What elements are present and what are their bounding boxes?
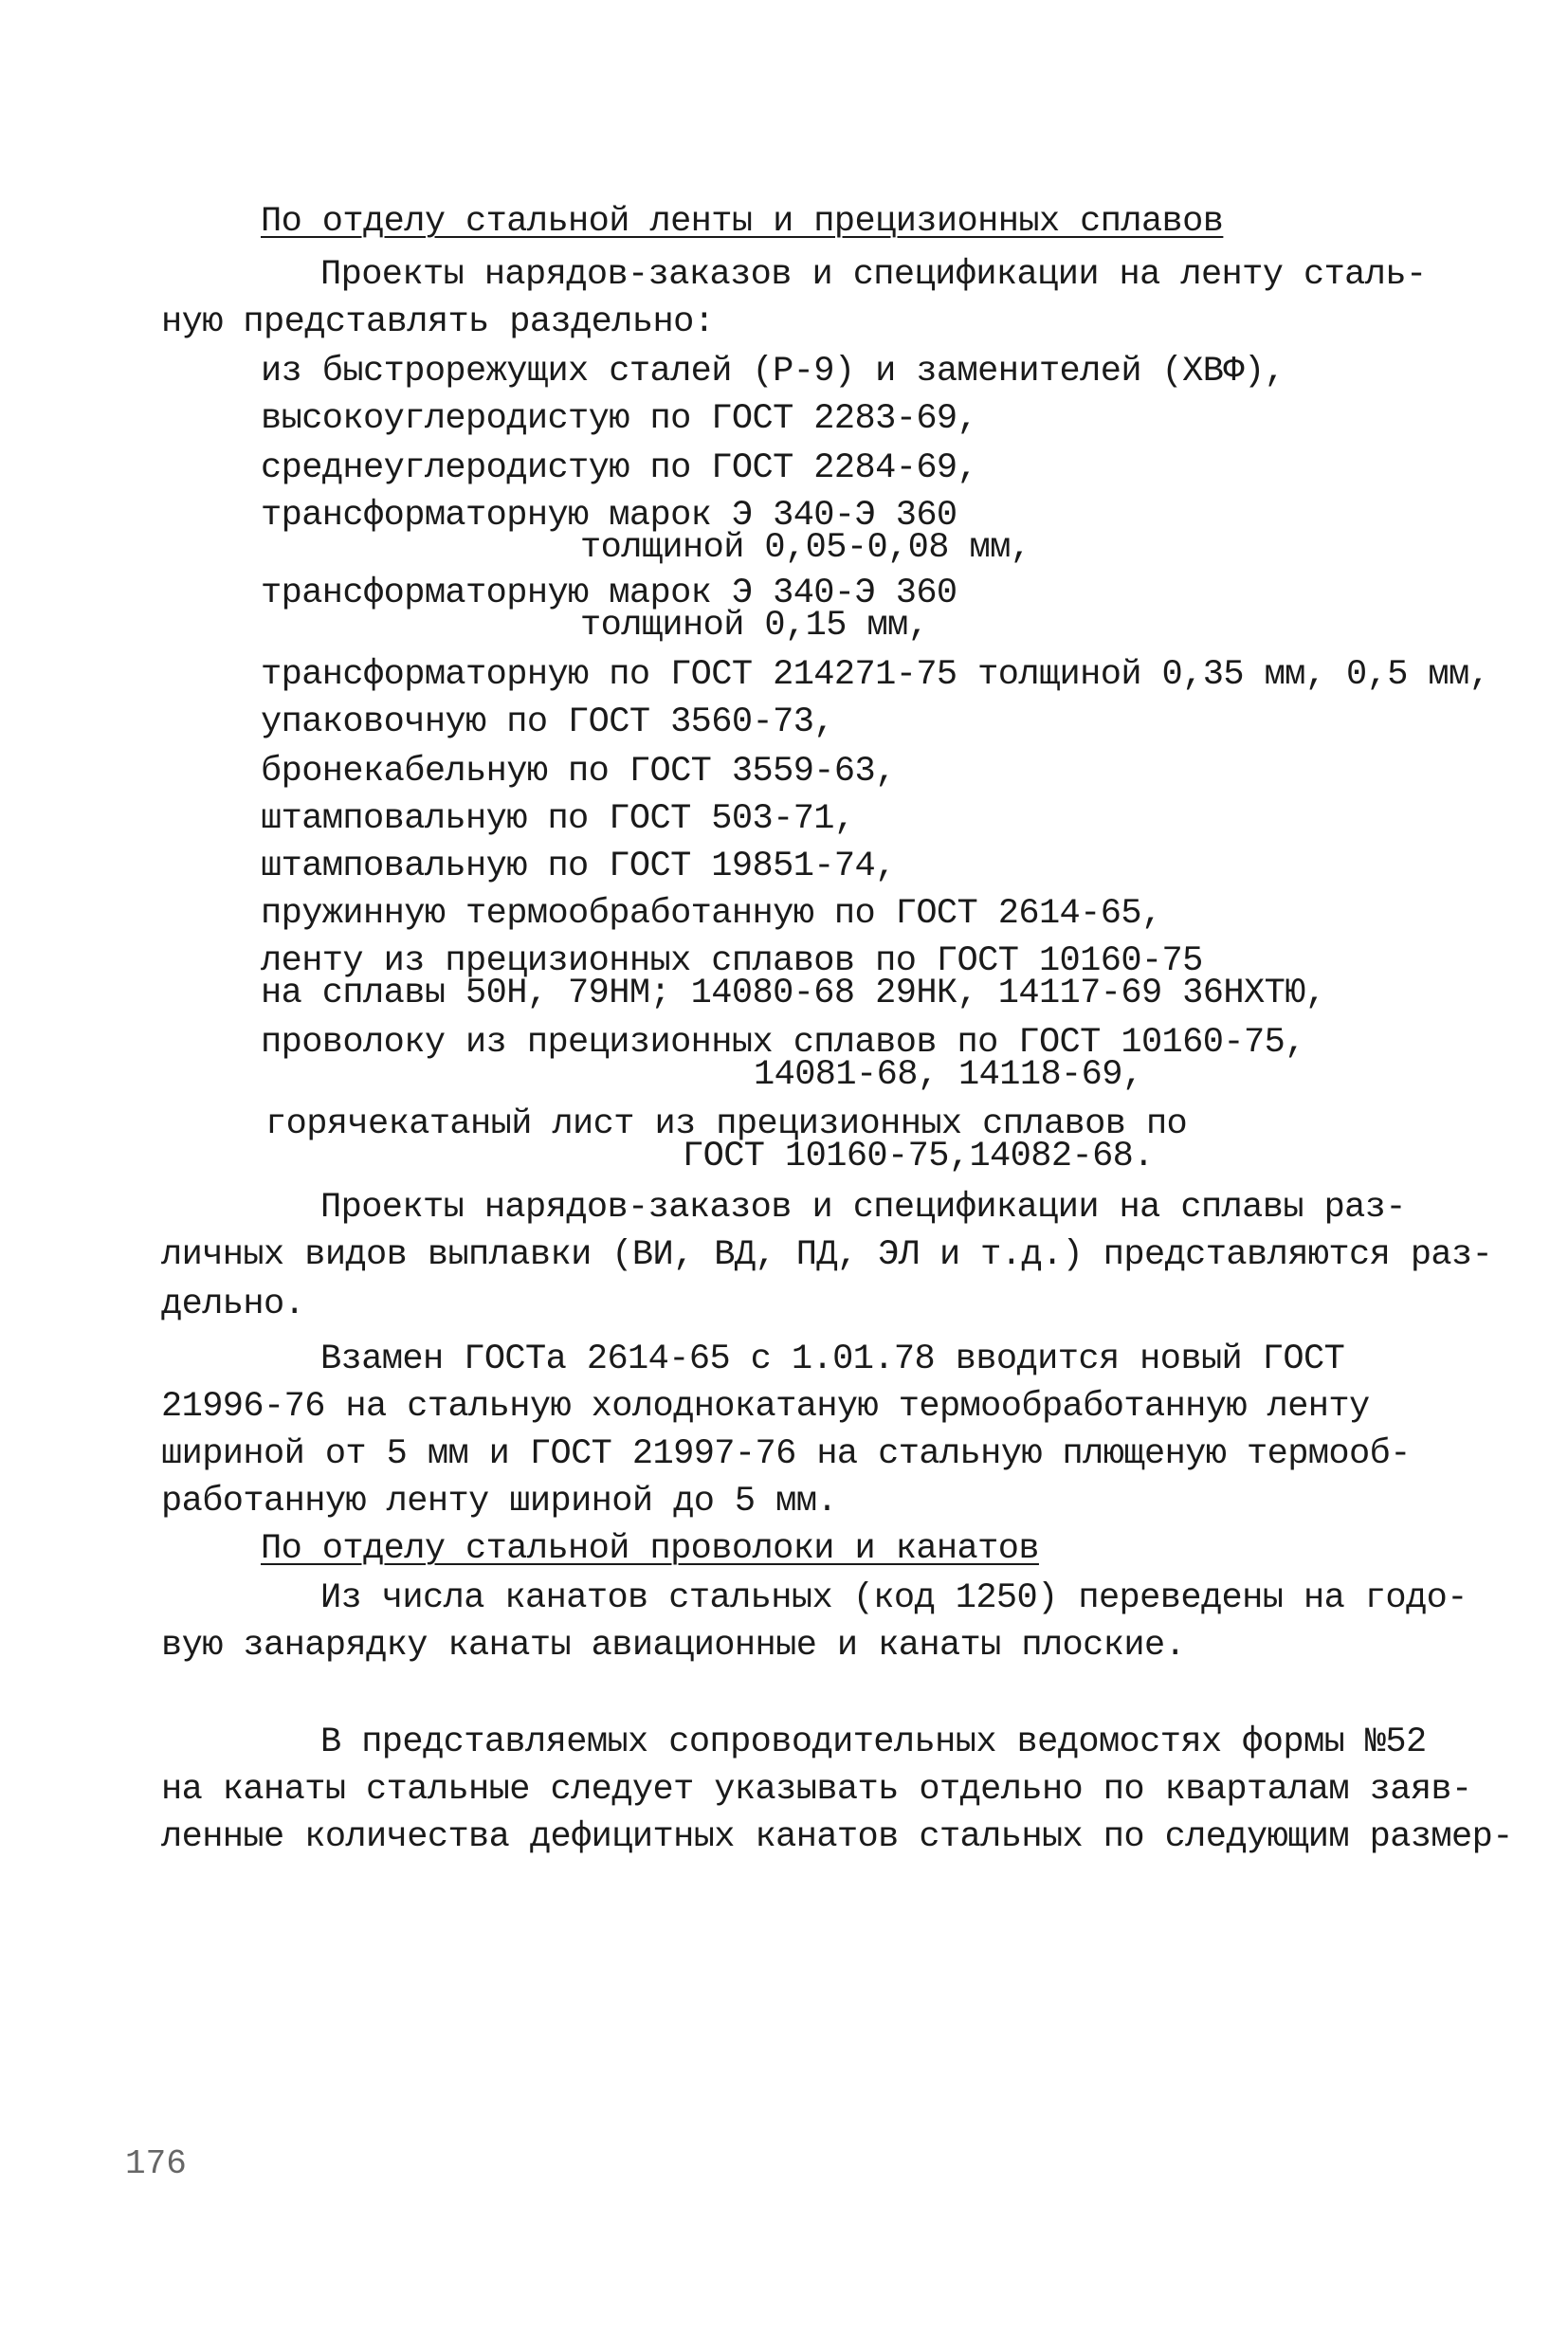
list-item: бронекабельную по ГОСТ 3559-63, [261, 752, 896, 792]
list-item: трансформаторную по ГОСТ 214271-75 толщиной 0,35 мм, 0,5 мм, [261, 655, 1490, 695]
paragraph-line: шириной от 5 мм и ГОСТ 21997-76 на стальную плющеную термооб- [161, 1434, 1411, 1474]
list-item: на сплавы 50Н, 79НМ; 14080-68 29НК, 14117-69 36НХТЮ, [261, 974, 1326, 1013]
list-item-continuation: толщиной 0,05-0,08 мм, [580, 528, 1031, 568]
paragraph-line: дельно. [161, 1285, 305, 1324]
paragraph-line: вую занарядку канаты авиационные и канаты плоские. [161, 1626, 1186, 1666]
list-item: штамповальную по ГОСТ 19851-74, [261, 847, 896, 886]
list-item: горячекатаный лист из прецизионных сплавов по [265, 1104, 1188, 1144]
paragraph-line: работанную ленту шириной до 5 мм. [161, 1482, 837, 1522]
list-item-continuation: 14081-68, 14118-69, [754, 1055, 1143, 1095]
list-item: упаковочную по ГОСТ 3560-73, [261, 702, 834, 742]
list-item: из быстрорежущих сталей (Р-9) и заменителей (ХВФ), [261, 352, 1285, 392]
paragraph-line: личных видов выплавки (ВИ, ВД, ПД, ЭЛ и т.д.) представляются раз- [161, 1235, 1493, 1275]
paragraph-line: Взамен ГОСТа 2614-65 с 1.01.78 вводится новый ГОСТ [320, 1340, 1345, 1379]
paragraph-line: 21996-76 на стальную холоднокатаную термообработанную ленту [161, 1387, 1370, 1427]
list-item: проволоку из прецизионных сплавов по ГОСТ 10160-75, [261, 1023, 1305, 1063]
paragraph-line: ленные количества дефицитных канатов стальных по следующим размер- [161, 1817, 1513, 1857]
list-item: среднеуглеродистую по ГОСТ 2284-69, [261, 448, 978, 488]
paragraph-line: Из числа канатов стальных (код 1250) переведены на годо- [320, 1578, 1468, 1618]
list-item: трансформаторную марок Э 340-Э 360 [261, 574, 957, 613]
list-item-continuation: ГОСТ 10160-75,14082-68. [683, 1137, 1154, 1176]
paragraph-line: В представляемых сопроводительных ведомостях формы №52 [320, 1722, 1427, 1762]
list-item: трансформаторную марок Э 340-Э 360 [261, 496, 957, 536]
list-item: пружинную термообработанную по ГОСТ 2614-65, [261, 894, 1162, 934]
section-heading-steel-wire: По отделу стальной проволоки и канатов [261, 1529, 1039, 1569]
paragraph-line: Проекты нарядов-заказов и спецификации на сплавы раз- [320, 1188, 1406, 1228]
paragraph-line: Проекты нарядов-заказов и спецификации на ленту сталь- [320, 255, 1427, 295]
paragraph-line: ную представлять раздельно: [161, 302, 715, 342]
page-number: 176 [125, 2144, 187, 2183]
paragraph-line: на канаты стальные следует указывать отдельно по кварталам заяв- [161, 1770, 1472, 1810]
list-item: ленту из прецизионных сплавов по ГОСТ 10160-75 [261, 941, 1203, 981]
list-item-continuation: толщиной 0,15 мм, [580, 606, 929, 646]
section-heading-steel-strip: По отделу стальной ленты и прецизионных сплавов [261, 202, 1224, 242]
list-item: штамповальную по ГОСТ 503-71, [261, 799, 855, 839]
list-item: высокоуглеродистую по ГОСТ 2283-69, [261, 399, 978, 439]
